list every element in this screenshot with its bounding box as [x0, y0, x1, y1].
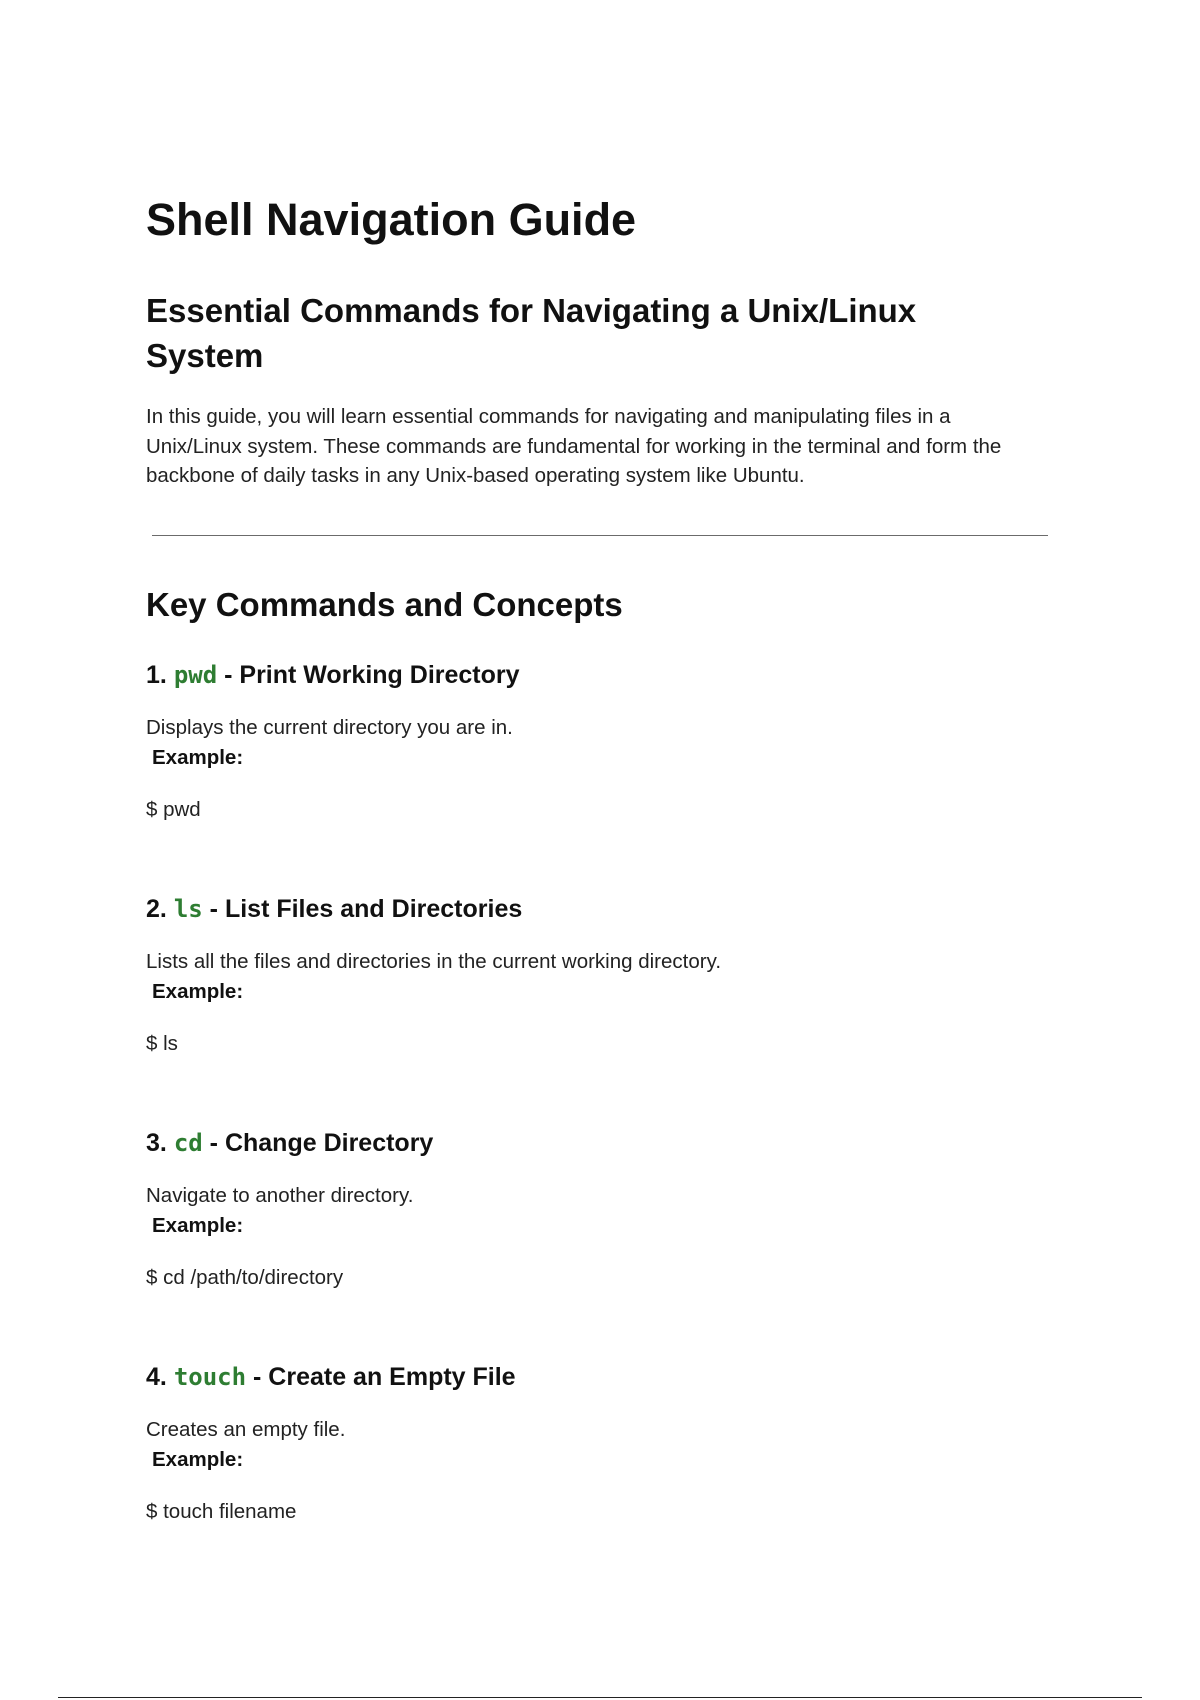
command-number: 1.: [146, 661, 167, 689]
command-name: pwd: [173, 661, 218, 689]
command-heading: [146, 891, 1046, 927]
command-description: Displays the current directory you are in.: [146, 716, 513, 739]
section-title: Key Commands and Concepts: [146, 586, 623, 623]
command-name: cd: [173, 1129, 203, 1157]
command-title: - List Files and Directories: [209, 895, 523, 923]
command-description: Creates an empty file.: [146, 1418, 346, 1441]
example-label: Example:: [152, 980, 244, 1003]
command-item-cd: [146, 1125, 1046, 1293]
command-description: Lists all the files and directories in the current working directory.: [146, 950, 722, 973]
section-divider: [152, 535, 1048, 536]
example-code: $ pwd: [146, 798, 201, 821]
command-name: ls: [173, 895, 203, 923]
intro-paragraph: In this guide, you will learn essential commands for navigating and manipulating files in a Unix/Linux system. These commands are fundamental for working in the terminal and form the backbone of daily tasks in any Unix-based operating system like Ubuntu.: [146, 405, 1002, 487]
command-title: - Create an Empty File: [253, 1363, 516, 1391]
command-description: Navigate to another directory.: [146, 1184, 414, 1207]
page-title: Shell Navigation Guide: [146, 194, 637, 245]
command-item-pwd: [146, 657, 1046, 825]
example-label: Example:: [152, 746, 244, 769]
command-item-ls: [146, 891, 1046, 1059]
example-label: Example:: [152, 1448, 244, 1471]
example-code: $ ls: [146, 1032, 178, 1055]
command-number: 2.: [146, 895, 167, 923]
example-code: $ cd /path/to/directory: [146, 1266, 344, 1289]
example-code: $ touch filename: [146, 1500, 297, 1523]
page-bottom-rule: [58, 1697, 1142, 1698]
command-heading: [146, 1125, 1046, 1161]
command-title: - Print Working Directory: [224, 661, 520, 689]
command-heading: [146, 657, 1046, 693]
command-heading: [146, 1359, 1046, 1395]
command-name: touch: [173, 1363, 247, 1391]
command-title: - Change Directory: [209, 1129, 434, 1157]
document-header: [146, 190, 1046, 491]
page-subtitle: Essential Commands for Navigating a Unix/Linux System: [146, 292, 917, 374]
command-number: 3.: [146, 1129, 167, 1157]
command-item-touch: [146, 1359, 1046, 1527]
example-label: Example:: [152, 1214, 244, 1237]
command-number: 4.: [146, 1363, 167, 1391]
